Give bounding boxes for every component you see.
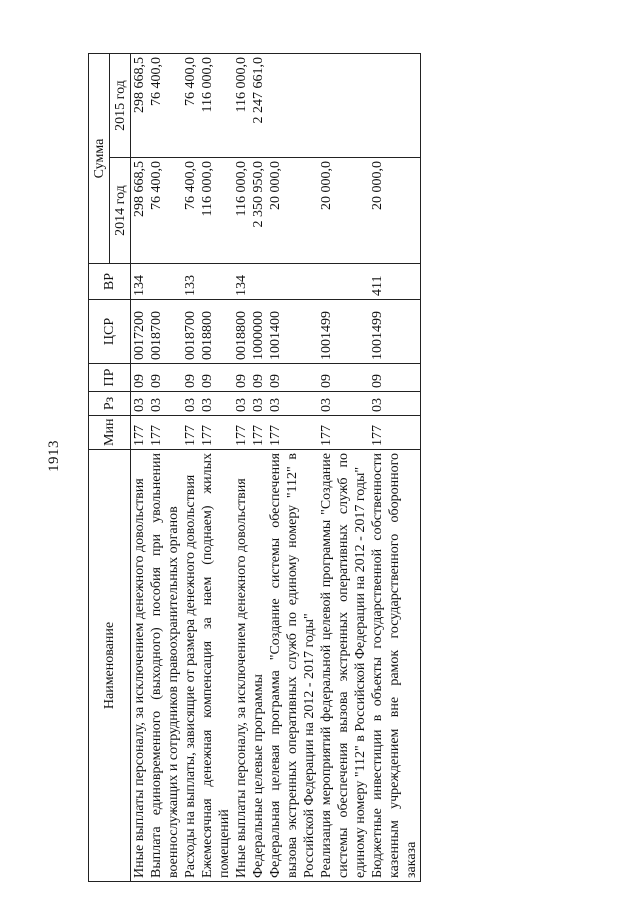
row-min: 177 [233,416,250,450]
row-2015 [267,54,318,158]
row-csr: 0018800 [233,300,250,364]
header-csr: ЦСР [89,300,131,364]
row-name: Иные выплаты персоналу, за исключением денежного довольствия [131,450,149,882]
row-min: 177 [148,416,182,450]
row-vr: 134 [233,264,250,300]
row-rz: 03 [267,392,318,416]
table-row [182,54,199,882]
row-name: Расходы на выплаты, зависящие от размера денежного довольствия [182,450,199,882]
row-min: 177 [318,416,369,450]
row-rz: 03 [131,392,149,416]
row-2015: 298 668,5 [131,54,149,158]
row-pr: 09 [131,364,149,392]
row-pr: 09 [318,364,369,392]
row-csr: 1000000 [250,300,267,364]
row-min: 177 [267,416,318,450]
header-sum: Сумма [89,54,110,264]
budget-table [88,53,421,882]
row-rz: 03 [148,392,182,416]
row-2014: 20 000,0 [267,158,318,264]
row-vr [267,264,318,300]
table-row [250,54,267,882]
row-name: Федеральная целевая программа "Создание системы обеспечения вызова экстренных оперативных служб по единому номеру "112" в Российской Федерации на 2012 - 2017 годы" [267,450,318,882]
header-2014: 2014 год [110,158,131,264]
row-csr: 0017200 [131,300,149,364]
row-vr: 133 [182,264,199,300]
row-min: 177 [199,416,233,450]
row-2015: 76 400,0 [148,54,182,158]
row-pr: 09 [233,364,250,392]
row-min: 177 [182,416,199,450]
row-rz: 03 [250,392,267,416]
row-csr: 1001400 [267,300,318,364]
row-csr: 1001499 [318,300,369,364]
row-2015 [369,54,421,158]
row-pr: 09 [267,364,318,392]
row-vr [148,264,182,300]
row-min: 177 [131,416,149,450]
row-name: Иные выплаты персоналу, за исключением денежного довольствия [233,450,250,882]
row-2014: 20 000,0 [318,158,369,264]
header-name: Наименование [89,450,131,882]
row-name: Бюджетные инвестиции в объекты государственной собственности казенным учреждением вне рамок государственного оборонного заказа [369,450,421,882]
row-rz: 03 [318,392,369,416]
row-vr [318,264,369,300]
row-2014: 76 400,0 [148,158,182,264]
table-row [318,54,369,882]
row-csr: 0018700 [182,300,199,364]
table-row [369,54,421,882]
table-row [199,54,233,882]
row-2014: 116 000,0 [233,158,250,264]
row-name: Федеральные целевые программы [250,450,267,882]
row-pr: 09 [148,364,182,392]
row-rz: 03 [369,392,421,416]
row-vr: 411 [369,264,421,300]
header-rz: Рз [89,392,131,416]
row-pr: 09 [182,364,199,392]
row-rz: 03 [182,392,199,416]
row-min: 177 [369,416,421,450]
table-row [148,54,182,882]
row-name: Выплата единовременного (выходного) пособия при увольнении военнослужащих и сотрудников правоохранительных органов [148,450,182,882]
row-2015: 2 247 661,0 [250,54,267,158]
row-2015 [318,54,369,158]
row-name: Ежемесячная денежная компенсация за наем (поднаем) жилых помещений [199,450,233,882]
row-min: 177 [250,416,267,450]
header-2015: 2015 год [110,54,131,158]
row-2014: 298 668,5 [131,158,149,264]
row-vr: 134 [131,264,149,300]
row-vr [250,264,267,300]
header-vr: ВР [89,264,131,300]
row-2015: 116 000,0 [199,54,233,158]
row-csr: 0018800 [199,300,233,364]
table-row [267,54,318,882]
row-2014: 76 400,0 [182,158,199,264]
row-pr: 09 [369,364,421,392]
rotated-page [46,22,608,882]
row-pr: 09 [199,364,233,392]
page-number: 1913 [46,440,62,472]
row-2014: 2 350 950,0 [250,158,267,264]
header-pr: ПР [89,364,131,392]
row-rz: 03 [233,392,250,416]
row-pr: 09 [250,364,267,392]
row-2014: 20 000,0 [369,158,421,264]
header-min: Мин [89,416,131,450]
row-name: Реализация мероприятий федеральной целевой программы "Создание системы обеспечения вызова экстренных оперативных служб по единому номеру "112" в Российской Федерации на 2012 - 2017 годы" [318,450,369,882]
row-csr: 0018700 [148,300,182,364]
row-2014: 116 000,0 [199,158,233,264]
row-csr: 1001499 [369,300,421,364]
row-2015: 76 400,0 [182,54,199,158]
row-vr [199,264,233,300]
row-rz: 03 [199,392,233,416]
table-row [233,54,250,882]
table-row [131,54,149,882]
row-2015: 116 000,0 [233,54,250,158]
